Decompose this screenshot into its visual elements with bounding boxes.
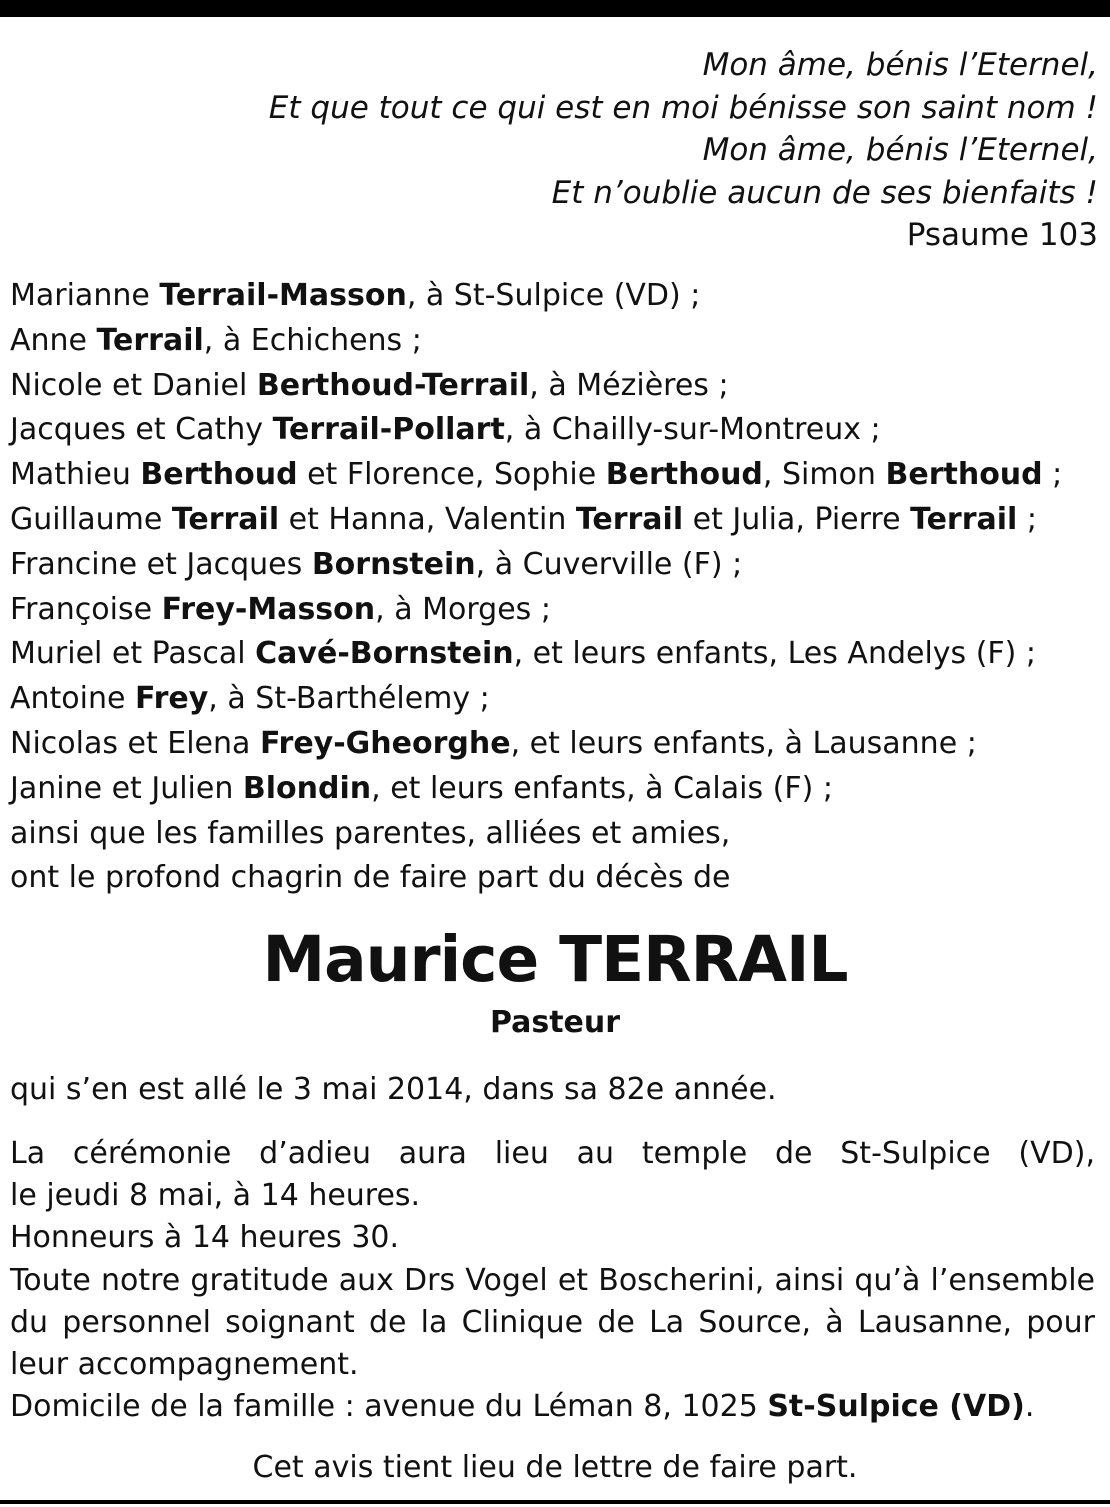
- family-surname: Terrail: [96, 322, 204, 358]
- family-line: [10, 632, 1105, 677]
- family-surname: Bornstein: [311, 546, 476, 582]
- closing-note: Cet avis tient lieu de lettre de faire part.: [252, 1450, 858, 1485]
- epigraph-line: Et n’oublie aucun de ses bienfaits !: [551, 174, 1098, 211]
- family-text: , à Cuverville (F) ;: [475, 546, 743, 582]
- family-text: Anne: [10, 322, 97, 358]
- family-text: , à Morges ;: [375, 591, 551, 627]
- deceased-name: Maurice TERRAIL: [262, 923, 848, 996]
- family-text: et Julia, Pierre: [683, 501, 911, 537]
- family-text: Janine et Julien: [10, 770, 243, 806]
- family-line: [10, 453, 1105, 498]
- family-line: [10, 498, 1105, 543]
- family-line: [10, 319, 1105, 364]
- family-surname: Berthoud: [885, 457, 1043, 493]
- gratitude-paragraph: Toute notre gratitude aux Drs Vogel et Boscherini, ainsi qu’à l’ensemble du personnel soignant de la Clinique de La Source, à Lausanne, pour leur accompagnement.: [10, 1262, 1095, 1383]
- family-surname: Terrail: [910, 501, 1018, 537]
- family-text: Antoine: [10, 681, 135, 717]
- family-line: [10, 543, 1105, 588]
- family-text: et Florence, Sophie: [297, 457, 606, 493]
- family-text: Francine et Jacques: [10, 546, 312, 582]
- family-surname: Cavé-Bornstein: [255, 636, 514, 672]
- family-text: ;: [1017, 501, 1037, 537]
- family-text: , et leurs enfants, Les Andelys (F) ;: [513, 636, 1037, 672]
- family-surname: Frey: [135, 681, 209, 717]
- ceremony-line: La cérémonie d’adieu aura lieu au temple de St-Sulpice (VD),: [10, 1136, 1095, 1171]
- family-surname: Frey-Gheorghe: [259, 725, 511, 761]
- epigraph-line: Mon âme, bénis l’Eternel,: [702, 132, 1098, 168]
- family-surname: Blondin: [242, 770, 372, 806]
- family-text: Marianne: [10, 278, 160, 313]
- family-text: ;: [1042, 457, 1063, 493]
- family-text: ainsi que les familles parentes, alliées et amies,: [10, 815, 731, 851]
- family-line: [10, 812, 1105, 857]
- family-text: , à Echichens ;: [203, 322, 422, 358]
- family-surname: Terrail-Pollart: [272, 412, 505, 448]
- family-text: , à Chailly-sur-Montreux ;: [504, 412, 881, 448]
- family-text: Muriel et Pascal: [10, 636, 256, 672]
- family-text: , à St-Sulpice (VD) ;: [406, 278, 701, 313]
- domicile-suffix: .: [1024, 1389, 1035, 1425]
- family-text: ont le profond chagrin de faire part du décès de: [10, 860, 731, 896]
- family-line: [10, 722, 1105, 767]
- family-text: Guillaume: [10, 501, 172, 537]
- family-text: , Simon: [762, 457, 886, 493]
- family-text: Nicole et Daniel: [10, 367, 257, 403]
- family-text: Nicolas et Elena: [10, 725, 260, 761]
- family-surname: Berthoud-Terrail: [256, 367, 530, 403]
- family-text: Françoise: [10, 591, 162, 627]
- family-line: [10, 677, 1105, 722]
- top-rule: [0, 0, 1110, 17]
- family-line: [10, 364, 1105, 409]
- family-line: [10, 856, 1105, 901]
- domicile-place: St-Sulpice (VD): [767, 1389, 1025, 1425]
- family-line: [10, 588, 1105, 633]
- family-surname: Berthoud: [605, 457, 763, 493]
- family-text: , à St-Barthélemy ;: [208, 681, 490, 717]
- family-surname: Frey-Masson: [161, 591, 376, 627]
- family-text: , à Mézières ;: [529, 367, 729, 403]
- epigraph-line: Mon âme, bénis l’Eternel,: [702, 47, 1098, 83]
- family-surname: Terrail-Masson: [159, 278, 407, 313]
- family-line: [10, 408, 1105, 453]
- domicile-text: Domicile de la famille : avenue du Léman 8, 1025: [10, 1389, 768, 1425]
- epigraph-line: Et que tout ce qui est en moi bénisse son saint nom !: [268, 89, 1098, 126]
- bottom-rule: [0, 1500, 1110, 1504]
- epigraph: [98, 44, 1098, 257]
- deceased-role: Pasteur: [489, 1005, 621, 1040]
- epigraph-reference: Psaume 103: [906, 217, 1098, 253]
- death-notice: qui s’en est allé le 3 mai 2014, dans sa 82e année.: [10, 1072, 777, 1107]
- family-surname: Berthoud: [140, 457, 298, 493]
- family-surname: Terrail: [171, 501, 280, 537]
- family-text: Mathieu: [10, 457, 141, 493]
- honors-line: Honneurs à 14 heures 30.: [10, 1220, 400, 1256]
- family-text: Jacques et Cathy: [10, 412, 273, 448]
- family-line: [10, 767, 1105, 812]
- family-text: et Hanna, Valentin: [279, 501, 576, 537]
- family-domicile: [10, 1386, 1095, 1428]
- family-list: [10, 274, 1105, 901]
- family-surname: Terrail: [575, 501, 684, 537]
- family-text: , et leurs enfants, à Lausanne ;: [510, 725, 977, 761]
- family-line: [10, 274, 1105, 319]
- ceremony-date: le jeudi 8 mai, à 14 heures.: [10, 1178, 421, 1214]
- ceremony-details: [10, 1133, 1095, 1428]
- family-text: , et leurs enfants, à Calais (F) ;: [371, 770, 833, 806]
